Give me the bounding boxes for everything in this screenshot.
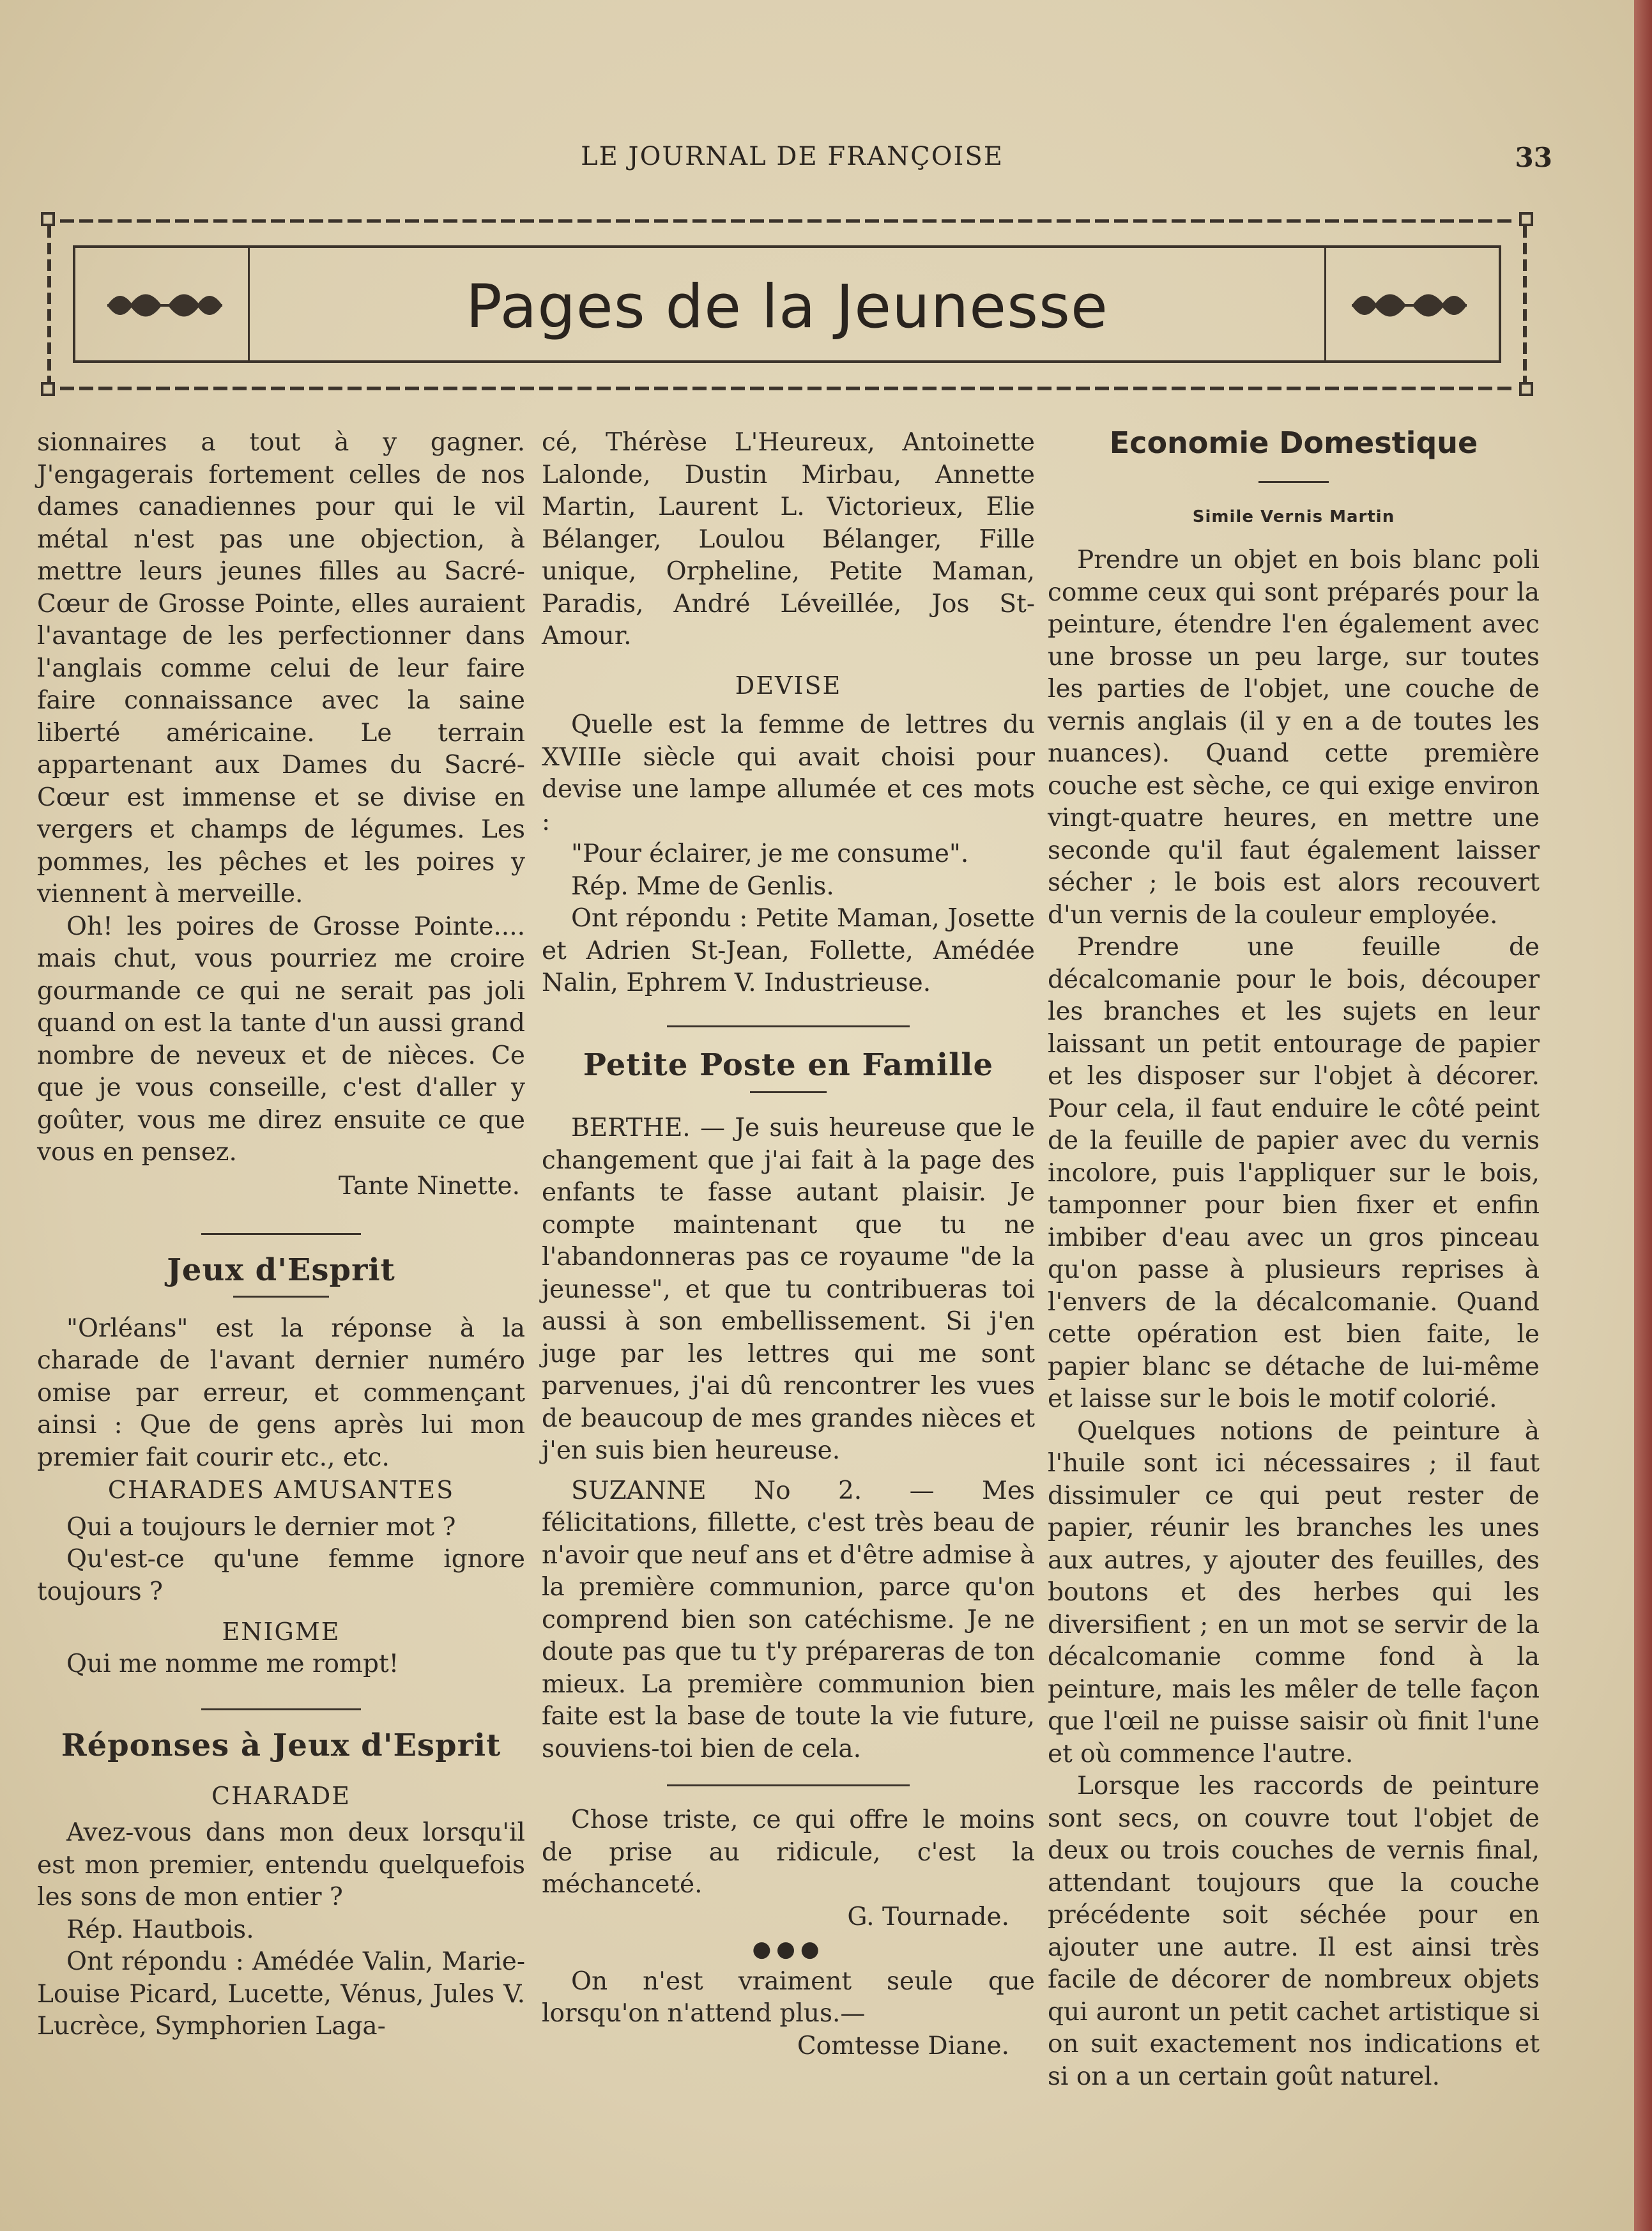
heading-petite-poste: Petite Poste en Famille	[583, 1046, 994, 1083]
banner-corner-top-right	[1519, 212, 1533, 226]
heading-devise: DEVISE	[735, 671, 842, 700]
riddle: Qui me nomme me rompt!	[66, 1649, 399, 1678]
column-middle	[542, 427, 1035, 2062]
leaf-ornament-icon	[1345, 280, 1473, 331]
banner-corner-bottom-left	[41, 382, 55, 396]
binding-edge	[1634, 0, 1652, 2231]
article-paragraph: Quelques notions de peinture à l'huile sont ici nécessaires ; il faut dissimuler ce qui peut rester de papier, réunir les branches les unes aux autres, y ajouter des feuilles, des boutons et des herbes qui les diversifient ; en un mot se servir de la décalcomanie comme fond à la peinture, mais les mêler de telle façon que l'œil ne puisse saisir où finit l'une et où commence l'autre.	[1048, 1416, 1540, 1768]
answer: Rép. Mme de Genlis.	[571, 871, 834, 901]
article-paragraph: sionnaires a tout à y gagner. J'engagerais fortement celles de nos dames canadiennes pour qui le vil métal n'est pas une objection, à mettre leurs jeunes filles au Sacré-Cœur de Grosse Pointe, elles auraient l'avantage de les perfectionner dans l'anglais comme celui de leur faire faire connaissance avec la saine liberté américaine. Le terrain appartenant aux Dames du Sacré-Cœur est immense et se divise en vergers et champs de légumes. Les pommes, les pêches et les poires y viennent à merveille.	[37, 428, 525, 908]
divider-rule	[201, 1233, 361, 1235]
running-head: LE JOURNAL DE FRANÇOISE	[581, 142, 1004, 171]
article-paragraph: cé, Thérèse L'Heureux, Antoinette Lalonde, Dustin Mirbau, Annette Martin, Laurent L. Victorieux, Elie Bélanger, Loulou Bélanger, Fille unique, Orpheline, Petite Maman, Paradis, André Léveillée, Jos St-Amour.	[542, 428, 1035, 650]
banner-corner-top-left	[41, 212, 55, 226]
article-paragraph: Quelle est la femme de lettres du XVIIIe siècle qui avait choisi pour devise une lampe allumée et ces mots :	[542, 710, 1035, 836]
article-paragraph: Avez-vous dans mon deux lorsqu'il est mon premier, entendu quelquefois les sons de mon entier ?	[37, 1818, 525, 1912]
banner-chain-top	[60, 215, 1514, 226]
heading-jeux: Jeux d'Esprit	[167, 1252, 395, 1288]
divider-rule	[201, 1708, 361, 1710]
banner-divider-right	[1324, 248, 1326, 360]
heading-reponses: Réponses à Jeux d'Esprit	[61, 1728, 501, 1763]
column-left	[37, 427, 525, 2043]
riddle: Qui a toujours le dernier mot ?	[66, 1512, 456, 1542]
banner-chain-left	[47, 226, 51, 382]
answer: Rép. Hautbois.	[66, 1915, 254, 1944]
article-paragraph: "Orléans" est la réponse à la charade de l'avant dernier numéro omise par erreur, et commençant ainsi : Que de gens après lui mon premier fait courir etc., etc.	[37, 1314, 525, 1472]
divider-rule	[750, 1091, 827, 1093]
maxim: On n'est vraiment seule que lorsqu'on n'attend plus.—	[542, 1966, 1035, 2028]
section-banner	[41, 212, 1533, 396]
divider-rule	[667, 1025, 910, 1027]
divider-rule	[233, 1296, 329, 1298]
banner-divider-left	[248, 248, 250, 360]
letter-paragraph: BERTHE. — Je suis heureuse que le changement que j'ai fait à la page des enfants te fasse autant plaisir. Je compte maintenant que tu ne l'abandonneras pas ce royaume "de la jeunesse", et que tu contribueras toi aussi à son embellissement. Si j'en juge par les lettres qui me sont parvenues, j'ai dû rencontrer les vues de beaucoup de mes grandes nièces et j'en suis bien heureuse.	[542, 1114, 1035, 1465]
page-number: 33	[1515, 142, 1552, 173]
banner-inner-box	[73, 245, 1501, 363]
banner-corner-bottom-right	[1519, 382, 1533, 396]
article-paragraph: Prendre une feuille de décalcomanie pour le bois, découper les branches et les sujets en leur laissant un petit entourage de papier et les disposer sur l'objet à décorer. Pour cela, il faut enduire le côté peint de la feuille de papier avec du vernis incolore, puis l'appliquer sur le bois, tamponner pour bien fixer et enfin imbiber d'eau avec un gros pinceau qu'on passe à plusieurs reprises à l'envers de la décalcomanie. Quand cette opération est bien faite, le papier blanc se détache de lui-même et laisse sur le bois le motif colorié.	[1048, 933, 1540, 1413]
heading-enigme: ENIGME	[222, 1618, 340, 1646]
article-paragraph: Lorsque les raccords de peinture sont secs, on couvre tout l'objet de deux ou trois couches de vernis final, attendant toujours que la couche précédente soit séchée pour en ajouter une autre. Il est ainsi très facile de décorer de nombreux objets qui auront un petit cachet artistique si on suit exactement nos indications et si on a un certain goût naturel.	[1048, 1772, 1540, 2091]
leaf-ornament-icon	[101, 280, 229, 331]
quote: "Pour éclairer, je me consume".	[571, 839, 969, 868]
divider-rule	[1258, 481, 1329, 483]
heading-economie: Economie Domestique	[1109, 425, 1478, 460]
divider-rule	[667, 1784, 910, 1786]
article-paragraph: Prendre un objet en bois blanc poli comme ceux qui sont préparés pour la peinture, étendre l'en également avec une brosse un peu large, sur toutes les parties de l'objet, une couche de vernis anglais (il y en a de toutes les nuances). Quand cette première couche est sèche, ce qui exige environ vingt-quatre heures, en mettre une seconde qu'il faut également laisser sécher ; le bois est alors recouvert d'un vernis de la couleur employée.	[1048, 546, 1540, 930]
section-title: Pages de la Jeunesse	[466, 272, 1108, 342]
maxim-author: G. Tournade.	[847, 1902, 1009, 1931]
article-paragraph: Ont répondu : Petite Maman, Josette et Adrien St-Jean, Follette, Amédée Nalin, Ephrem V. Industrieuse.	[542, 904, 1035, 997]
maxim-author: Comtesse Diane.	[797, 2031, 1009, 2060]
letter-paragraph: SUZANNE No 2. — Mes félicitations, fillette, c'est très beau de n'avoir que neuf ans et d'être admise à la première communion, parce qu'on comprend bien son catéchisme. Je ne doute pas que tu t'y prépareras de ton mieux. La première communion bien faite est la base de toute la vie future, souviens-toi bien de cela.	[542, 1476, 1035, 1763]
subtitle: Simile Vernis Martin	[1192, 507, 1395, 526]
column-right	[1048, 427, 1540, 2093]
dots-separator: ●●●	[752, 1936, 825, 1962]
signature: Tante Ninette.	[338, 1171, 520, 1200]
heading-charade: CHARADE	[211, 1781, 351, 1810]
maxim: Chose triste, ce qui offre le moins de prise au ridicule, c'est la méchanceté.	[542, 1805, 1035, 1899]
article-paragraph: Ont répondu : Amédée Valin, Marie-Louise Picard, Lucette, Vénus, Jules V. Lucrèce, Symphorien Laga-	[37, 1947, 525, 2041]
banner-chain-right	[1523, 226, 1527, 382]
article-paragraph: Oh! les poires de Grosse Pointe.... mais chut, vous pourriez me croire gourmande ce qui ne serait pas joli quand on est la tante d'un aussi grand nombre de neveux et de nièces. Ce que je vous conseille, c'est d'aller y goûter, vous me direz ensuite ce que vous en pensez.	[37, 912, 525, 1167]
heading-charades: CHARADES AMUSANTES	[107, 1476, 455, 1504]
banner-chain-bottom	[60, 382, 1514, 394]
riddle: Qu'est-ce qu'une femme ignore toujours ?	[37, 1545, 525, 1606]
